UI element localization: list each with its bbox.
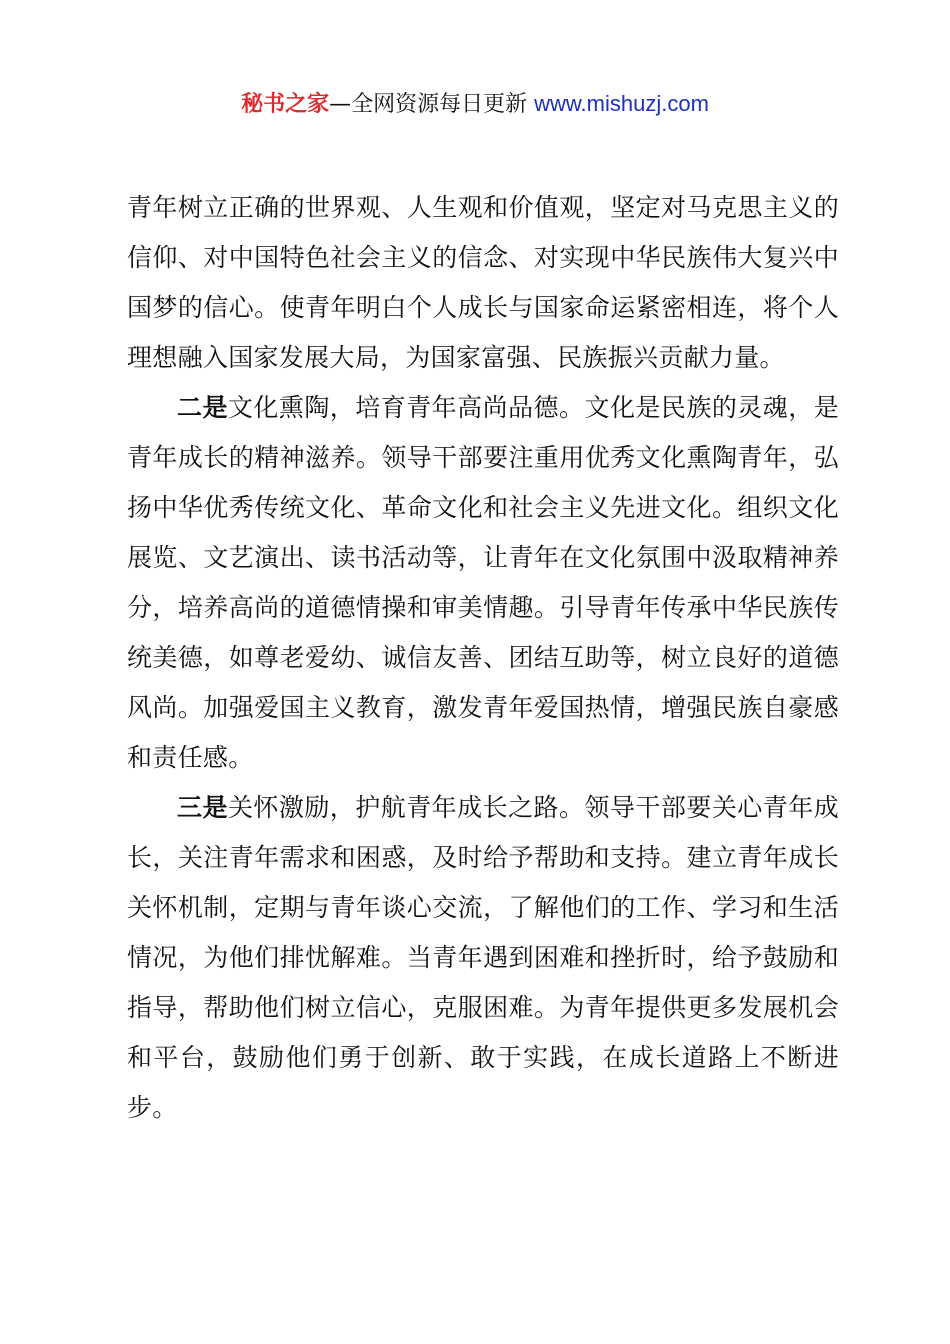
paragraph-continuation [127,183,839,383]
document-body [127,183,839,1133]
paragraph-lead: 二是 [177,393,228,422]
site-url-link[interactable]: www.mishuzj.com [534,91,709,116]
paragraph-text: 文化熏陶，培育青年高尚品德。文化是民族的灵魂，是青年成长的精神滋养。领导干部要注重用优秀文化熏陶青年，弘扬中华优秀传统文化、革命文化和社会主义先进文化。组织文化展览、文艺演出、读书活动等，让青年在文化氛围中汲取精神养分，培养高尚的道德情操和审美情趣。引导青年传承中华民族传统美德，如尊老爱幼、诚信友善、团结互助等，树立良好的道德风尚。加强爱国主义教育，激发青年爱国热情，增强民族自豪感和责任感。 [127,393,839,772]
paragraph-lead: 三是 [177,793,228,822]
header-tagline: —全网资源每日更新 [329,92,528,117]
paragraph-point-two [127,383,839,783]
paragraph-point-three [127,783,839,1133]
brand-name: 秘书之家 [241,92,330,117]
paragraph-text: 关怀激励，护航青年成长之路。领导干部要关心青年成长，关注青年需求和困惑，及时给予帮助和支持。建立青年成长关怀机制，定期与青年谈心交流，了解他们的工作、学习和生活情况，为他们排忧解难。当青年遇到困难和挫折时，给予鼓励和指导，帮助他们树立信心，克服困难。为青年提供更多发展机会和平台，鼓励他们勇于创新、敢于实践，在成长道路上不断进步。 [127,793,839,1122]
paragraph-text: 青年树立正确的世界观、人生观和价值观，坚定对马克思主义的信仰、对中国特色社会主义的信念、对实现中华民族伟大复兴中国梦的信心。使青年明白个人成长与国家命运紧密相连，将个人理想融入国家发展大局，为国家富强、民族振兴贡献力量。 [127,193,839,372]
page-header [0,86,950,123]
